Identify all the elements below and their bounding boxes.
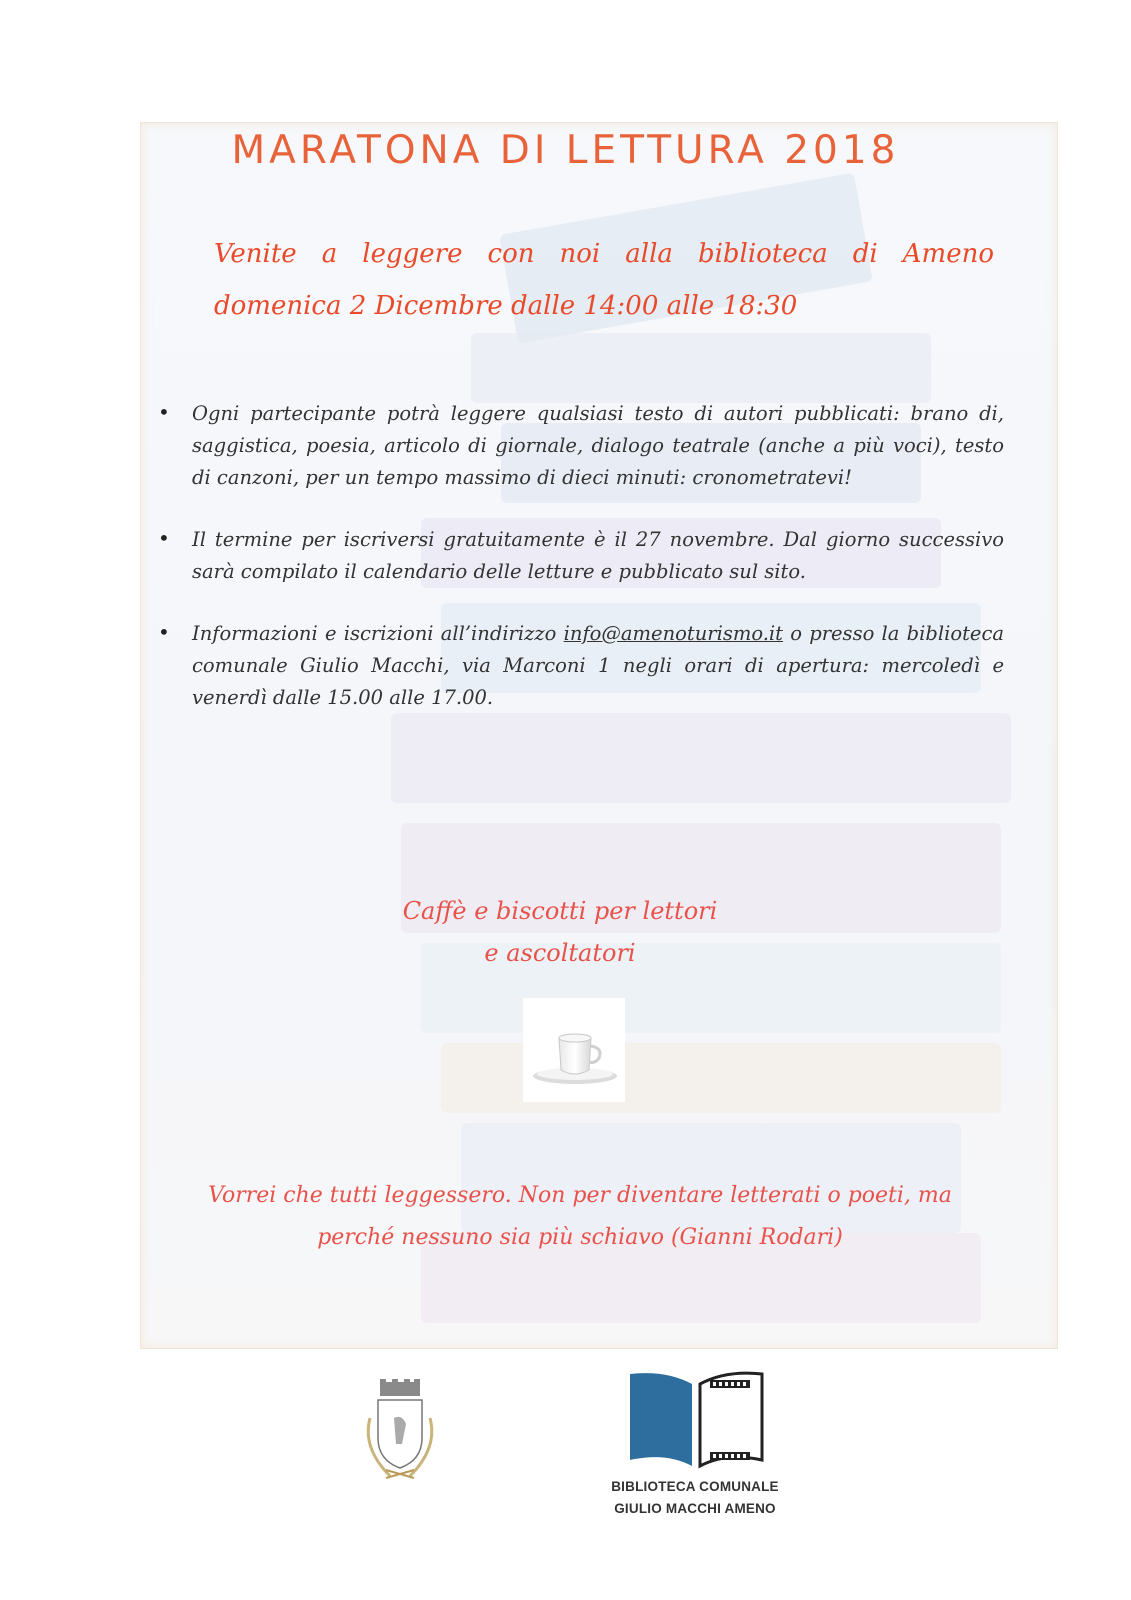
rodari-quote: Vorrei che tutti leggessero. Non per diventare letterati o poeti, ma perché nessuno sia più schiavo (Gianni Rodari) [208, 1183, 952, 1250]
refreshments-line-2: e ascoltatori [484, 939, 636, 967]
refreshments-note [300, 890, 820, 974]
coffee-cup-image [523, 998, 625, 1102]
bullet-icon: • [158, 400, 170, 424]
list-item [158, 524, 1004, 588]
event-intro: Venite a leggere con noi alla biblioteca di Ameno domenica 2 Dicembre dalle 14:00 alle 18:30 [214, 239, 994, 321]
bullet-text-after: o presso la biblioteca comunale Giulio Macchi, via Marconi 1 negli orari di apertura: mercoledì e venerdì dalle 15.00 alle 17.00. [192, 622, 1004, 709]
bullet-icon: • [158, 620, 170, 644]
list-item [158, 618, 1004, 714]
open-book-film-icon [626, 1370, 766, 1470]
bullet-text-before: Informazioni e iscrizioni all’indirizzo [192, 622, 564, 645]
library-name-line-2: GIULIO MACCHI AMENO [614, 1501, 776, 1516]
library-name-line-1: BIBLIOTECA COMUNALE [611, 1479, 779, 1494]
list-item [158, 398, 1004, 494]
library-logo [626, 1370, 766, 1470]
municipal-crest [350, 1378, 450, 1488]
bg-book [471, 333, 931, 403]
email-link[interactable]: info@amenoturismo.it [563, 622, 783, 645]
poster-title: MARATONA DI LETTURA 2018 [231, 128, 900, 173]
municipal-crest-icon [350, 1378, 450, 1488]
library-name [580, 1476, 810, 1520]
info-list [158, 398, 1004, 744]
bullet-icon: • [158, 526, 170, 550]
refreshments-line-1: Caffè e biscotti per lettori [402, 897, 718, 925]
bullet-text: Ogni partecipante potrà leggere qualsiasi testo di autori pubblicati: brano di, saggistica, poesia, articolo di giornale, dialogo teatrale (anche a più voci), testo di canzoni, per un tempo massimo di dieci minuti: cronometratevi! [192, 402, 1004, 489]
coffee-cup-icon [523, 998, 625, 1102]
bullet-text: Il termine per iscriversi gratuitamente è il 27 novembre. Dal giorno successivo sarà compilato il calendario delle letture e pubblicato sul sito. [192, 528, 1004, 583]
